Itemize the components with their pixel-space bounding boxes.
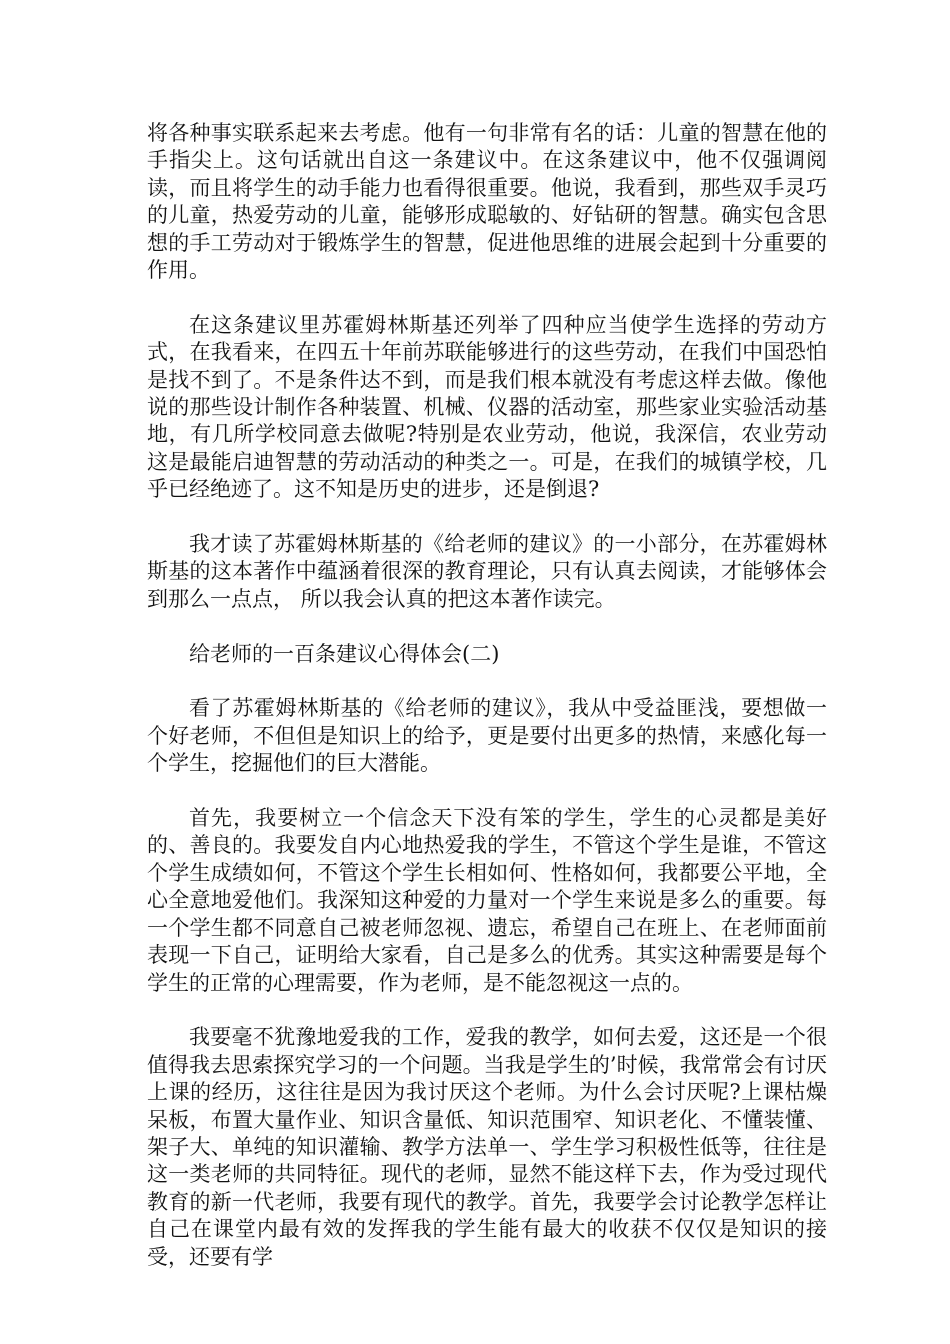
paragraph-intro-two: 看了苏霍姆林斯基的《给老师的建议》，我从中受益匪浅，要想做一个好老师，不但但是知识上的给予，更是要付出更多的热情，来感化每一个学生，挖掘他们的巨大潜能。: [147, 696, 827, 776]
paragraph-reading-conclusion: 我才读了苏霍姆林斯基的《给老师的建议》的一小部分，在苏霍姆林斯基的这本著作中蕴涵着很深的教育理论，只有认真去阅读，才能够体会到那么一点点， 所以我会认真的把这本著作读完。: [147, 532, 827, 611]
paragraph-labor-methods: 在这条建议里苏霍姆林斯基还列举了四种应当使学生选择的劳动方式，在我看来，在四五十年前苏联能够进行的这些劳动，在我们中国恐怕是找不到了。不是条件达不到，而是我们根本就没有考虑这样去做。像他说的那些设计制作各种装置、机械、仪器的活动室，那些家业实验活动基地，有几所学校同意去做呢?特别是农业劳动，他说，我深信，农业劳动这是最能启迪智慧的劳动活动的种类之一。可是，在我们的城镇学校，几乎已经绝迹了。这不知是历史的进步，还是倒退?: [147, 312, 827, 502]
document-page: [147, 120, 827, 1298]
section-heading: 给老师的一百条建议心得体会(二): [189, 641, 500, 666]
paragraph-love-teaching: 我要毫不犹豫地爱我的工作，爱我的教学，如何去爱，这还是一个很值得我去思索探究学习的一个问题。当我是学生的’时候，我常常会有讨厌上课的经历，这往往是因为我讨厌这个老师。为什么会讨厌呢?上课枯燥呆板，布置大量作业、知识含量低、知识范围窄、知识老化、不懂装懂、架子大、单纯的知识灌输、教学方法单一、学生学习积极性低等，往往是这一类老师的共同特征。现代的老师，显然不能这样下去，作为受过现代教育的新一代老师，我要有现代的教学。首先，我要学会讨论教学怎样让自己在课堂内最有效的发挥我的学生能有最大的收获不仅仅是知识的接受，还要有学: [147, 1025, 827, 1269]
paragraph-labor-wisdom: 将各种事实联系起来去考虑。他有一句非常有名的话：儿童的智慧在他的手指尖上。这句话就出自这一条建议中。在这条建议中，他不仅强调阅读，而且将学生的动手能力也看得很重要。他说，我看到，那些双手灵巧的儿童，热爱劳动的儿童，能够形成聪敏的、好钻研的智慧。确实包含思想的手工劳动对于锻炼学生的智慧，促进他思维的进展会起到十分重要的作用。: [147, 121, 827, 283]
paragraph-love-students: 首先，我要树立一个信念天下没有笨的学生，学生的心灵都是美好的、善良的。我要发自内心地热爱我的学生，不管这个学生是谁，不管这个学生成绩如何，不管这个学生长相如何、性格如何，我都要公平地，全心全意地爱他们。我深知这种爱的力量对一个学生来说是多么的重要。每一个学生都不同意自己被老师忽视、遗忘，希望自己在班上、在老师面前表现一下自己，证明给大家看，自己是多么的优秀。其实这种需要是每个学生的正常的心理需要，作为老师，是不能忽视这一点的。: [147, 806, 827, 995]
